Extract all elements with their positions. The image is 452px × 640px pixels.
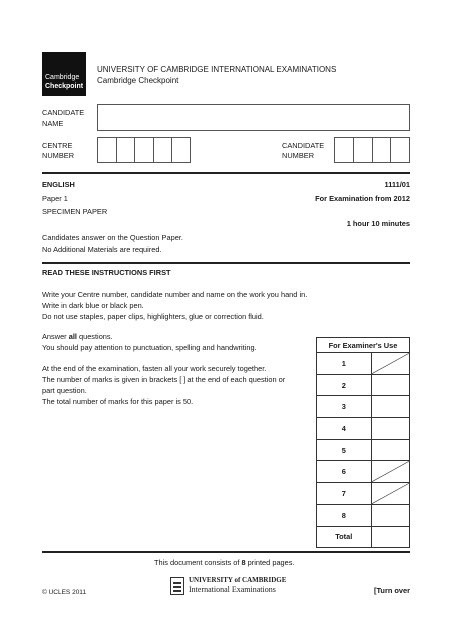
copyright: © UCLES 2011: [42, 589, 87, 596]
ucles-logo-line2: International Examinations: [189, 585, 276, 594]
question-number: 3: [317, 396, 372, 418]
instruction-line: Do not use staples, paper clips, highlighters, glue or correction fluid.: [42, 312, 264, 321]
table-row: [317, 396, 410, 418]
candidate-name-field[interactable]: [97, 104, 410, 131]
subject: ENGLISH: [42, 180, 75, 189]
ucles-logo-line1: UNIVERSITY of CAMBRIDGE: [189, 576, 287, 584]
candidate-number-field[interactable]: [334, 137, 410, 163]
mark-cell[interactable]: [371, 396, 410, 418]
answer-pre: Answer: [42, 332, 69, 341]
mark-cell[interactable]: [371, 504, 410, 526]
instruction-line: The number of marks is given in brackets [ ] at the end of each question or: [42, 375, 286, 384]
digit-cell[interactable]: [335, 138, 354, 162]
digit-cell[interactable]: [98, 138, 117, 162]
table-row: [317, 353, 410, 375]
question-number: 5: [317, 439, 372, 461]
mark-cell[interactable]: [371, 439, 410, 461]
page-count-post: printed pages.: [245, 558, 295, 567]
candidate-number-label-2: NUMBER: [282, 151, 315, 160]
total-label: Total: [317, 526, 372, 548]
paper-type: SPECIMEN PAPER: [42, 207, 108, 216]
total-mark-cell[interactable]: [371, 526, 410, 548]
instruction-line: You should pay attention to punctuation, spelling and handwriting.: [42, 343, 257, 352]
centre-number-field[interactable]: [97, 137, 191, 163]
table-row: [317, 526, 410, 548]
digit-cell[interactable]: [391, 138, 409, 162]
page-count-pre: This document consists of: [154, 558, 242, 567]
answer-on: Candidates answer on the Question Paper.: [42, 233, 183, 242]
paper-code: 1111/01: [384, 180, 410, 189]
ucles-logo: [170, 576, 290, 598]
divider: [42, 262, 410, 264]
duration: 1 hour 10 minutes: [346, 219, 410, 228]
instruction-answer: [42, 332, 113, 342]
digit-cell[interactable]: [373, 138, 392, 162]
materials: No Additional Materials are required.: [42, 245, 162, 254]
mark-cell[interactable]: [371, 483, 410, 505]
digit-cell[interactable]: [117, 138, 136, 162]
table-row: [317, 374, 410, 396]
question-number: 7: [317, 483, 372, 505]
examiner-use-table: [316, 337, 410, 548]
paper-number: Paper 1: [42, 194, 68, 203]
crest-icon: [170, 577, 184, 595]
question-number: 4: [317, 418, 372, 440]
logo-text-checkpoint: Checkpoint: [45, 83, 84, 90]
table-row: [317, 483, 410, 505]
mark-cell[interactable]: [371, 418, 410, 440]
cambridge-checkpoint-logo: [42, 52, 86, 96]
digit-cell[interactable]: [154, 138, 173, 162]
mark-cell[interactable]: [371, 461, 410, 483]
table-row: [317, 439, 410, 461]
mark-cell[interactable]: [371, 353, 410, 375]
answer-bold: all: [68, 332, 77, 341]
table-row: [317, 504, 410, 526]
instructions-heading: READ THESE INSTRUCTIONS FIRST: [42, 268, 171, 277]
exam-from: For Examination from 2012: [315, 194, 410, 203]
question-number: 2: [317, 374, 372, 396]
digit-cell[interactable]: [354, 138, 373, 162]
turn-over: [Turn over: [374, 586, 410, 595]
question-number: 1: [317, 353, 372, 375]
digit-cell[interactable]: [135, 138, 154, 162]
instruction-line: part question.: [42, 386, 87, 395]
candidate-number-label-1: CANDIDATE: [282, 141, 325, 150]
centre-number-label-1: CENTRE: [42, 141, 73, 150]
programme-title: Cambridge Checkpoint: [97, 76, 179, 85]
divider: [42, 172, 410, 174]
page-count: [154, 558, 295, 568]
question-number: 6: [317, 461, 372, 483]
table-row: [317, 461, 410, 483]
divider: [42, 551, 410, 553]
page-count-number: 8: [241, 558, 246, 567]
candidate-name-label-2: NAME: [42, 119, 64, 128]
university-title: UNIVERSITY OF CAMBRIDGE INTERNATIONAL EXAMINATIONS: [97, 65, 337, 74]
logo-text-cambridge: Cambridge: [45, 74, 80, 81]
instruction-line: Write your Centre number, candidate number and name on the work you hand in.: [42, 290, 308, 299]
instruction-line: At the end of the examination, fasten all your work securely together.: [42, 364, 267, 373]
digit-cell[interactable]: [172, 138, 190, 162]
examiner-table-heading: For Examiner's Use: [317, 338, 410, 353]
candidate-name-label-1: CANDIDATE: [42, 108, 85, 117]
mark-cell[interactable]: [371, 374, 410, 396]
answer-post: questions.: [76, 332, 113, 341]
table-row: [317, 418, 410, 440]
instruction-line: Write in dark blue or black pen.: [42, 301, 144, 310]
centre-number-label-2: NUMBER: [42, 151, 75, 160]
instruction-line: The total number of marks for this paper is 50.: [42, 397, 194, 406]
question-number: 8: [317, 504, 372, 526]
